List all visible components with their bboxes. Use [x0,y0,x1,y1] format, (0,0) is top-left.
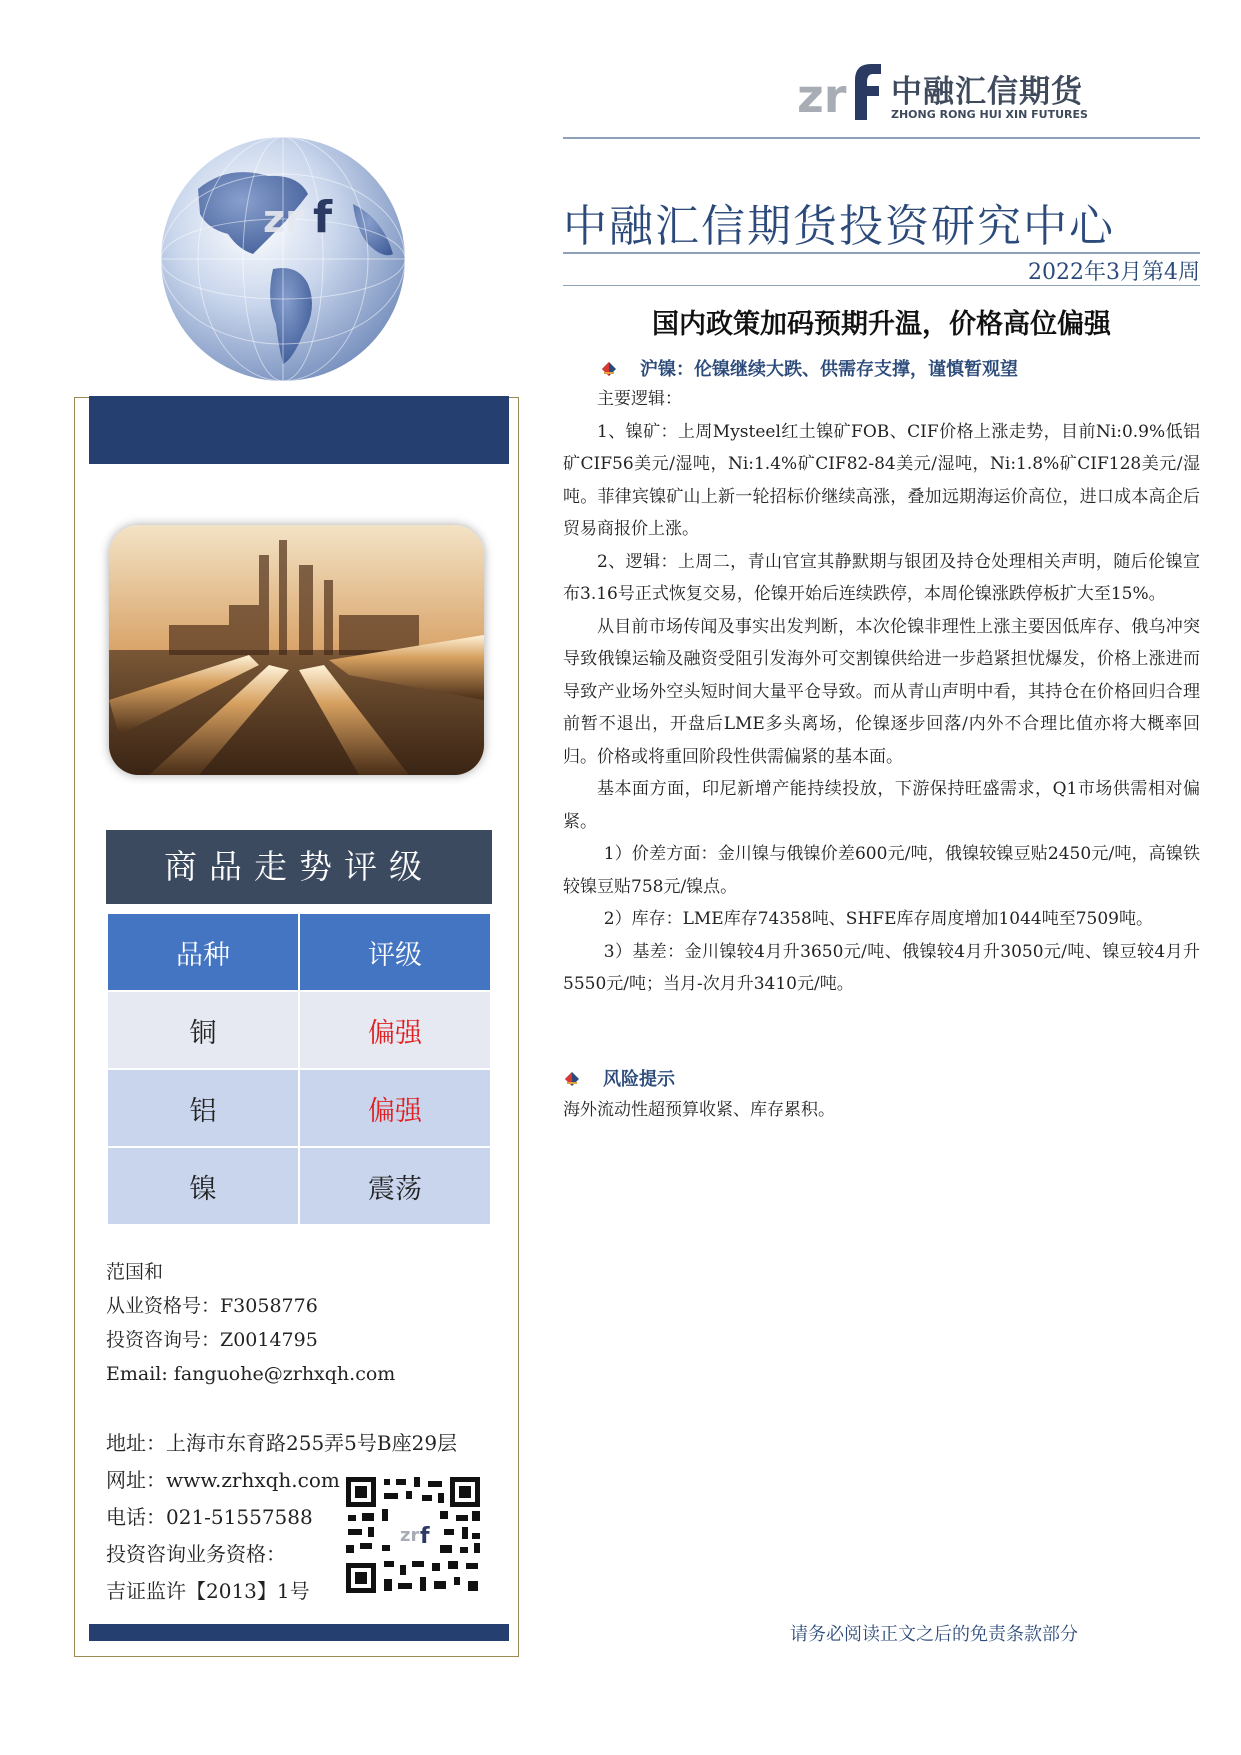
date-divider [563,285,1200,286]
analyst-consult-number: 投资咨询号：Z0014795 [106,1329,318,1351]
commodity-cell: 铝 [107,1069,299,1147]
table-row [107,1069,491,1147]
license-label: 投资咨询业务资格： [106,1542,286,1566]
commodity-cell: 铜 [107,991,299,1069]
analyst-info [106,1255,395,1391]
section-heading-nickel [600,355,1018,381]
report-title: 国内政策加码预期升温，价格高位偏强 [652,309,1111,340]
header-divider [563,137,1200,139]
svg-text:f: f [420,1524,430,1549]
section-heading-risk [563,1065,675,1091]
sub-point: 1）价差方面：金川镍与俄镍价差600元/吨，俄镍较镍豆贴2450元/吨，高镍铁较镍豆贴758元/镍点。 [563,844,1200,897]
rating-cell: 偏强 [299,1069,491,1147]
table-row [107,991,491,1069]
logo-company-name-en: ZHONG RONG HUI XIN FUTURES [891,108,1088,121]
sub-point: 3）基差：金川镍较4月升3650元/吨、俄镍较4月升3050元/吨、镍豆较4月升5550元/吨；当月-次月升3410元/吨。 [563,941,1200,994]
company-logo [795,58,1088,128]
svg-text:zr: zr [400,1525,420,1546]
company-website[interactable]: 网址：www.zrhxqh.com [106,1468,340,1492]
svg-text:zr: zr [263,197,304,241]
section-heading-text: 沪镍：伦镍继续大跌、供需存支撑，谨慎暂观望 [640,359,1018,380]
rating-table-header-row [107,913,491,991]
logic-label: 主要逻辑： [597,389,682,409]
rating-panel-title: 商品走势评级 [106,830,492,904]
diamond-bullet-icon [600,361,618,377]
disclaimer-note: 请务必阅读正文之后的免责条款部分 [790,1624,1078,1645]
pipeline-image [109,525,484,775]
diamond-bullet-icon [563,1071,581,1087]
rating-cell: 震荡 [299,1147,491,1225]
company-phone: 电话：021-51557588 [106,1505,313,1529]
risk-heading-text: 风险提示 [603,1069,675,1090]
column-header-rating: 评级 [299,913,491,991]
analyst-email[interactable]: Email: fanguohe@zrhxqh.com [106,1363,396,1385]
rating-cell: 偏强 [299,991,491,1069]
logo-company-name-cn: 中融汇信期货 [891,74,1083,110]
table-row [107,1147,491,1225]
company-address: 地址：上海市东育路255弄5号B座29层 [106,1431,458,1455]
sidebar-bottom-bar [89,1624,509,1641]
title-divider [563,252,1200,254]
analyst-qualification: 从业资格号：F3058776 [106,1295,318,1317]
paragraph: 1、镍矿：上周Mysteel红土镍矿FOB、CIF价格上涨走势，目前Ni:0.9%低铝矿CIF56美元/湿吨，Ni:1.4%矿CIF82-84美元/湿吨，Ni:1.8%矿CIF128美元/湿吨。菲律宾镍矿山上新一轮招标价继续高涨，叠加远期海运价高位，进口成本高企后贸易商报价上涨。 [563,421,1200,539]
svg-text:f: f [313,192,333,243]
commodity-cell: 镍 [107,1147,299,1225]
sidebar-top-bar [89,396,509,464]
analysis-body [563,383,1200,1001]
pipeline-photo [109,525,484,775]
license-number: 吉证监许【2013】1号 [106,1579,310,1603]
risk-text: 海外流动性超预算收紧、库存累积。 [563,1100,835,1120]
qr-code-icon [344,1475,482,1595]
research-center-title: 中融汇信期货投资研究中心 [563,201,1115,252]
svg-text:zr: zr [797,69,847,122]
paragraph: 从目前市场传闻及事实出发判断，本次伦镍非理性上涨主要因低库存、俄乌冲突导致俄镍运输及融资受阻引发海外可交割镍供给进一步趋紧担忧爆发，价格上涨进而导致产业场外空头短时间大量平仓导致。而从青山声明中看，其持仓在价格回归合理前暂不退出，开盘后LME多头离场，伦镍逐步回落/内外不合理比值亦将大概率回归。价格或将重回阶段性供需偏紧的基本面。 [563,616,1200,767]
zrf-logo-mark-icon [795,58,885,122]
rating-table [106,912,492,1226]
paragraph: 基本面方面，印尼新增产能持续投放，下游保持旺盛需求，Q1市场供需相对偏紧。 [563,779,1200,832]
globe-image [158,134,408,384]
column-header-commodity: 品种 [107,913,299,991]
sub-point: 2）库存：LME库存74358吨、SHFE库存周度增加1044吨至7509吨。 [603,909,1154,929]
report-date: 2022年3月第4周 [1028,260,1200,285]
analyst-name: 范国和 [106,1261,164,1283]
paragraph: 2、逻辑：上周二，青山官宣其静默期与银团及持仓处理相关声明，随后伦镍宣布3.16号正式恢复交易，伦镍开始后连续跌停，本周伦镍涨跌停板扩大至15%。 [563,551,1200,604]
